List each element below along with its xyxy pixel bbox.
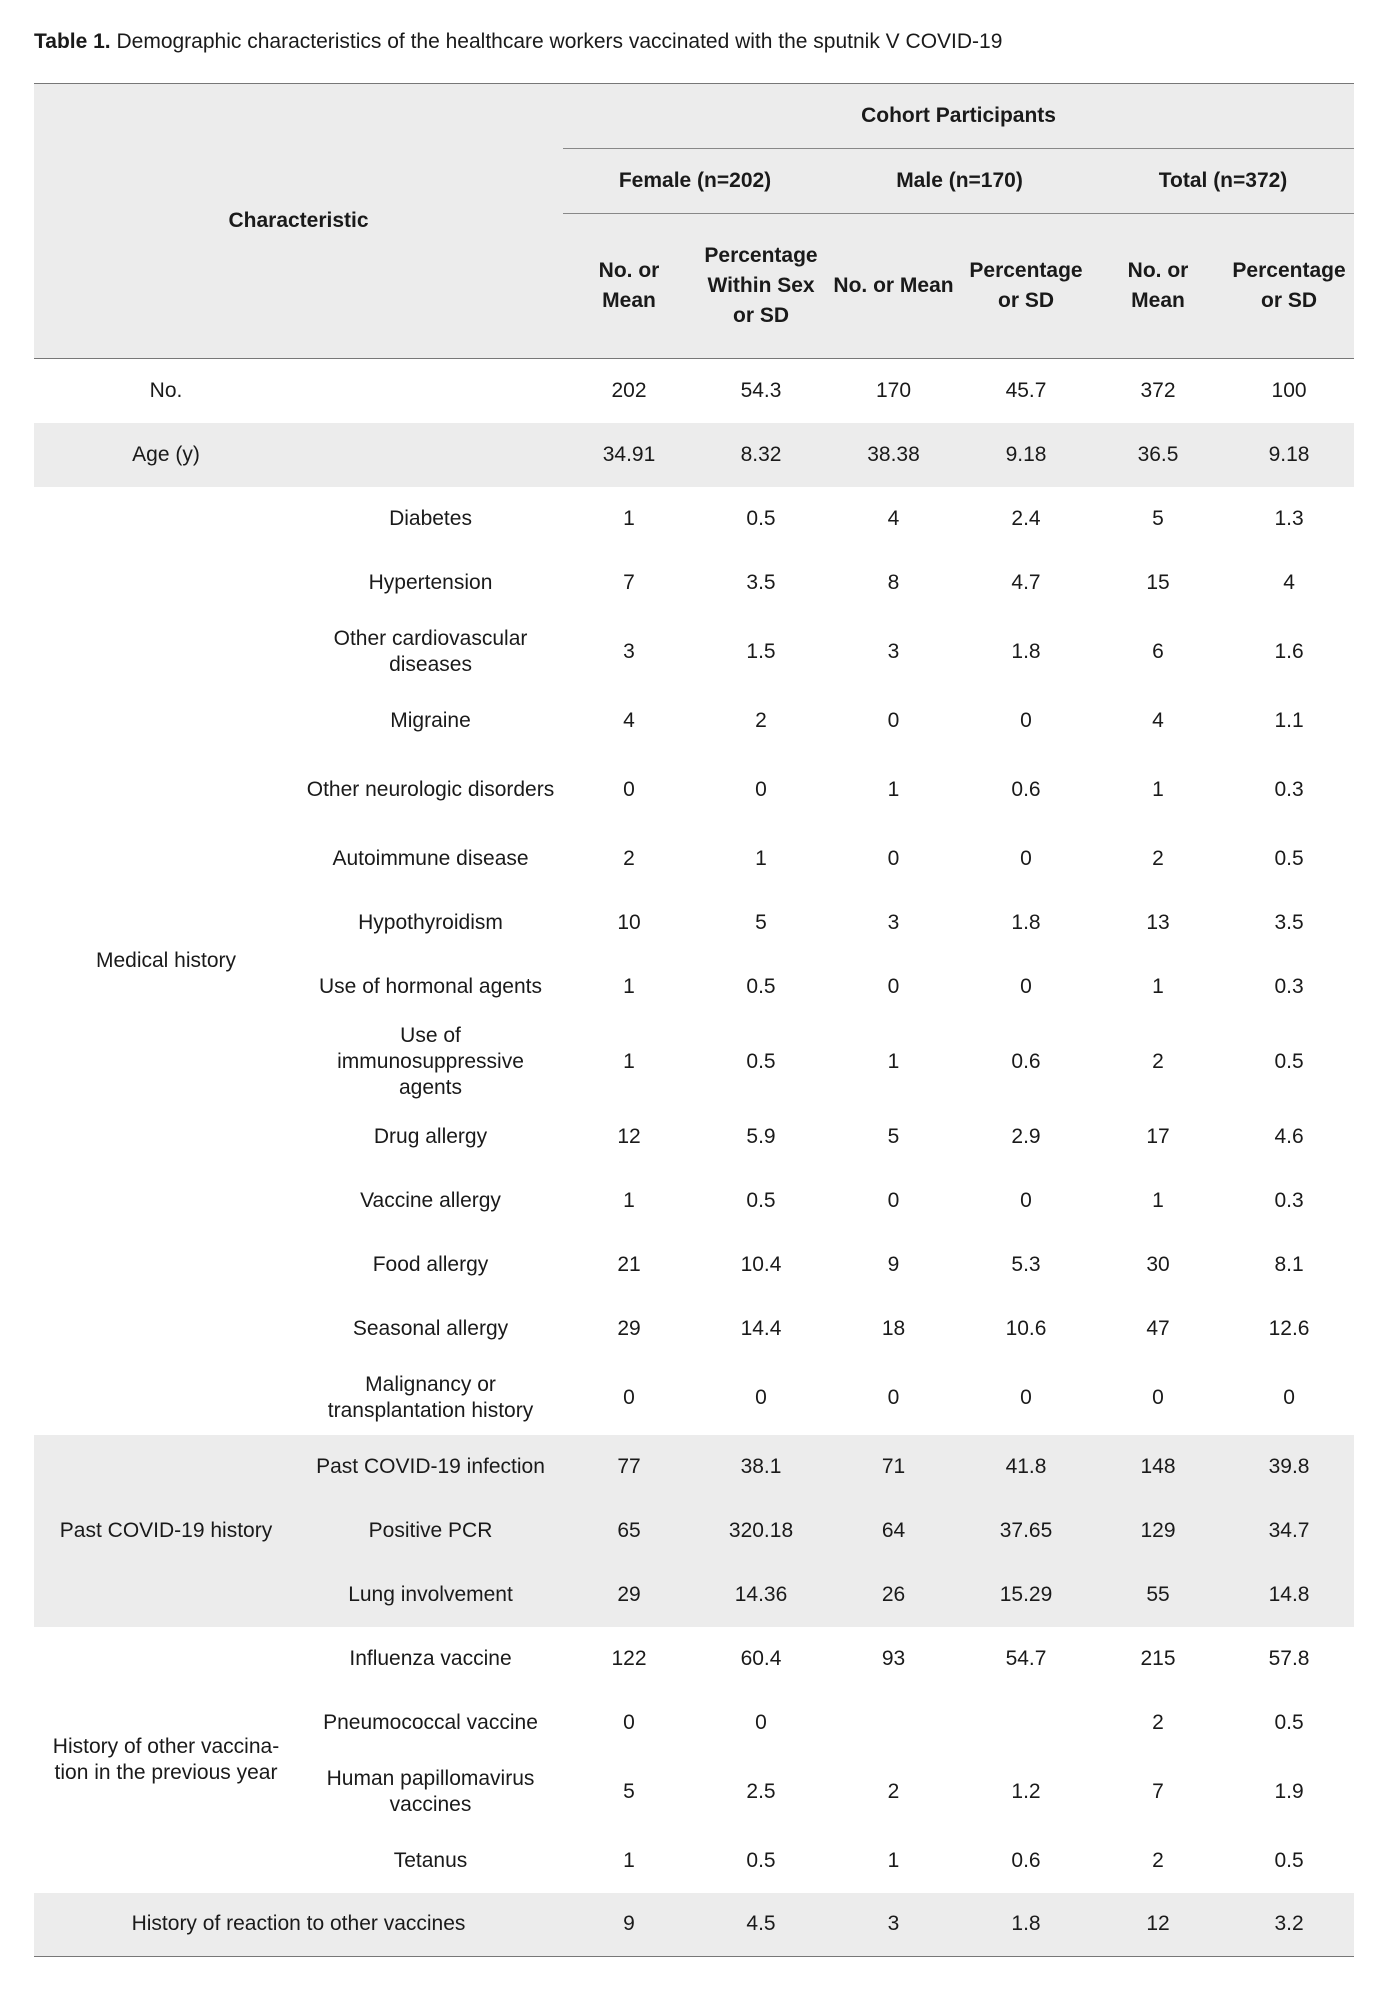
cell: 5.9 bbox=[746, 1124, 776, 1148]
cell: 0.5 bbox=[1274, 1049, 1304, 1073]
cell: 7 bbox=[623, 570, 635, 594]
row-label: Use of immunosuppressive agents bbox=[337, 1023, 524, 1099]
cell: 0.6 bbox=[1011, 777, 1041, 801]
cell: 0 bbox=[1283, 1385, 1295, 1409]
cell: 0 bbox=[623, 1710, 635, 1734]
group-label-covid-history: Past COVID-19 history bbox=[34, 1435, 298, 1627]
cell: 0 bbox=[887, 1188, 900, 1212]
cell: 2 bbox=[623, 846, 635, 870]
cell: 1 bbox=[887, 1848, 900, 1872]
cell: 1.9 bbox=[1274, 1779, 1304, 1803]
cell: 1.5 bbox=[746, 639, 776, 663]
cell: 0.6 bbox=[1011, 1049, 1041, 1073]
cell: 3 bbox=[623, 639, 635, 663]
cell: 93 bbox=[881, 1646, 906, 1670]
cell: 1.8 bbox=[1011, 639, 1041, 663]
row-label: No. bbox=[149, 378, 183, 402]
row-label: Tetanus bbox=[393, 1848, 468, 1872]
cell: 47 bbox=[1146, 1316, 1170, 1340]
cell: 13 bbox=[1146, 910, 1170, 934]
cell: 17 bbox=[1146, 1124, 1170, 1148]
row-label: Food allergy bbox=[372, 1252, 489, 1276]
cell: 0.3 bbox=[1274, 777, 1304, 801]
header-sub: Percentage or SD bbox=[969, 259, 1083, 312]
cell: 2.4 bbox=[1011, 506, 1041, 530]
cell: 14.36 bbox=[695, 1563, 827, 1627]
cell: 1.2 bbox=[1011, 1779, 1041, 1803]
cell: 71 bbox=[827, 1435, 960, 1499]
cell: 0 bbox=[623, 777, 635, 801]
demographics-table bbox=[34, 83, 1354, 1957]
cell: 0 bbox=[887, 974, 900, 998]
row-label: Influenza vaccine bbox=[349, 1646, 512, 1670]
header-sub: Percentage or SD bbox=[1232, 259, 1346, 312]
table-row bbox=[34, 487, 1354, 551]
cell: 37.65 bbox=[960, 1499, 1092, 1563]
row-label: Other neurologic disorders bbox=[306, 777, 555, 801]
cell: 0.5 bbox=[1274, 1710, 1304, 1734]
cell: 0 bbox=[1020, 1188, 1032, 1212]
cell: 8.1 bbox=[1274, 1252, 1304, 1276]
cell: 36.5 bbox=[1092, 423, 1224, 487]
cell: 2 bbox=[755, 708, 767, 732]
cell: 10.4 bbox=[740, 1252, 782, 1276]
cell: 0 bbox=[1020, 708, 1032, 732]
cell: 3 bbox=[887, 639, 900, 663]
cell: 5 bbox=[623, 1779, 635, 1803]
cell: 8 bbox=[887, 570, 900, 594]
cell: 0.5 bbox=[746, 506, 776, 530]
cell: 122 bbox=[611, 1646, 647, 1670]
header-group-total: Total (n=372) bbox=[1092, 149, 1354, 214]
cell: 148 bbox=[1092, 1435, 1224, 1499]
cell: 1 bbox=[623, 1848, 635, 1872]
cell bbox=[298, 423, 563, 487]
cell: 0 bbox=[755, 1710, 767, 1734]
cell: 10.6 bbox=[1005, 1316, 1047, 1340]
header-group-female: Female (n=202) bbox=[563, 149, 827, 214]
cell: 1.1 bbox=[1274, 708, 1304, 732]
cell: 0 bbox=[887, 846, 900, 870]
cell: 0 bbox=[1020, 1385, 1032, 1409]
cell: 3.5 bbox=[746, 570, 776, 594]
cell: 1 bbox=[623, 1049, 635, 1073]
cell: 0.6 bbox=[1011, 1848, 1041, 1872]
cell: 41.8 bbox=[960, 1435, 1092, 1499]
cell: 0 bbox=[755, 777, 767, 801]
cell: 15.29 bbox=[960, 1563, 1092, 1627]
cell: 60.4 bbox=[740, 1646, 782, 1670]
row-label: History of reaction to other vaccines bbox=[34, 1893, 563, 1957]
cell: 38.1 bbox=[695, 1435, 827, 1499]
cell: 12 bbox=[617, 1124, 641, 1148]
cell: 15 bbox=[1146, 570, 1170, 594]
cell: 4 bbox=[887, 506, 900, 530]
cell: 0.5 bbox=[746, 1848, 776, 1872]
cell: 26 bbox=[827, 1563, 960, 1627]
cell: 8.32 bbox=[695, 423, 827, 487]
table-row bbox=[34, 359, 1354, 423]
cell: 64 bbox=[827, 1499, 960, 1563]
cell: 3 bbox=[827, 1893, 960, 1957]
table-row bbox=[34, 1435, 1354, 1499]
cell: 3 bbox=[887, 910, 900, 934]
cell: 1.8 bbox=[1011, 910, 1041, 934]
row-label: Use of hormonal agents bbox=[319, 974, 542, 998]
cell: 12 bbox=[1092, 1893, 1224, 1957]
cell: 3.5 bbox=[1274, 910, 1304, 934]
cell: 4.5 bbox=[695, 1893, 827, 1957]
cell: 29 bbox=[617, 1316, 641, 1340]
cell: 54.7 bbox=[1005, 1646, 1047, 1670]
cell: 1 bbox=[1152, 1188, 1164, 1212]
cell: 0.5 bbox=[746, 1188, 776, 1212]
group-label-vaccination-history: History of other vaccina-tion in the previous year bbox=[52, 1734, 280, 1784]
cell: 38.38 bbox=[827, 423, 960, 487]
cell: 9 bbox=[887, 1252, 900, 1276]
cell: 0 bbox=[887, 1385, 900, 1409]
cell: 30 bbox=[1146, 1252, 1170, 1276]
cell: 100 bbox=[1271, 378, 1307, 402]
table-row bbox=[34, 423, 1354, 487]
cell: 4 bbox=[1152, 708, 1164, 732]
cell: 5 bbox=[1152, 506, 1164, 530]
cell: 372 bbox=[1140, 378, 1176, 402]
cell: 320.18 bbox=[695, 1499, 827, 1563]
cell: 2.9 bbox=[1011, 1124, 1041, 1148]
cell: 5.3 bbox=[1011, 1252, 1041, 1276]
row-label: Migraine bbox=[390, 708, 471, 732]
row-label: Malignancy or transplantation history bbox=[327, 1372, 534, 1422]
cell: 0.3 bbox=[1274, 974, 1304, 998]
cell: 0 bbox=[755, 1385, 767, 1409]
cell: 7 bbox=[1152, 1779, 1164, 1803]
row-label: Seasonal allergy bbox=[352, 1316, 509, 1340]
cell: 2.5 bbox=[746, 1779, 776, 1803]
cell: 2 bbox=[1152, 1049, 1164, 1073]
cell: 77 bbox=[563, 1435, 695, 1499]
header-sub: No. or Mean bbox=[833, 274, 954, 297]
cell: 1 bbox=[755, 846, 767, 870]
header-characteristic: Characteristic bbox=[228, 209, 369, 232]
row-label: Human papillomavirus vaccines bbox=[326, 1766, 535, 1816]
row-label: Past COVID-19 infection bbox=[298, 1435, 563, 1499]
cell: 54.3 bbox=[740, 378, 782, 402]
cell: 1.3 bbox=[1274, 506, 1304, 530]
row-label: Hypertension bbox=[368, 570, 493, 594]
cell: 4.7 bbox=[1011, 570, 1041, 594]
cell: 1 bbox=[887, 1049, 900, 1073]
cell: 39.8 bbox=[1224, 1435, 1354, 1499]
cell: 0.5 bbox=[1274, 846, 1304, 870]
header-sub: No. or Mean bbox=[1127, 259, 1189, 312]
cell: 0 bbox=[1020, 974, 1032, 998]
row-label: Hypothyroidism bbox=[358, 910, 503, 934]
row-label: Pneumococcal vaccine bbox=[323, 1710, 538, 1734]
header-group-male: Male (n=170) bbox=[827, 149, 1092, 214]
cell: 18 bbox=[881, 1316, 906, 1340]
cell: 1 bbox=[623, 506, 635, 530]
cell: 202 bbox=[611, 378, 647, 402]
table-caption bbox=[34, 30, 1002, 54]
header-cohort: Cohort Participants bbox=[563, 84, 1354, 149]
cell: 4 bbox=[623, 708, 635, 732]
cell: 1.6 bbox=[1274, 639, 1304, 663]
cell: 45.7 bbox=[1005, 378, 1047, 402]
row-label: Vaccine allergy bbox=[360, 1188, 501, 1212]
cell: 0 bbox=[887, 708, 900, 732]
group-label-medical-history: Medical history bbox=[95, 948, 237, 972]
cell: 14.8 bbox=[1224, 1563, 1354, 1627]
cell: 9.18 bbox=[1224, 423, 1354, 487]
cell: 10 bbox=[617, 910, 641, 934]
cell bbox=[960, 1691, 1092, 1755]
cell: 9 bbox=[563, 1893, 695, 1957]
header-sub: No. or Mean bbox=[598, 259, 660, 312]
cell: 12.6 bbox=[1268, 1316, 1310, 1340]
cell: 1 bbox=[887, 777, 900, 801]
cell: 14.4 bbox=[740, 1316, 782, 1340]
cell: 34.7 bbox=[1224, 1499, 1354, 1563]
cell: 2 bbox=[887, 1779, 900, 1803]
table-row bbox=[34, 1893, 1354, 1957]
cell: 2 bbox=[1152, 1848, 1164, 1872]
cell: 215 bbox=[1140, 1646, 1176, 1670]
row-label: Autoimmune disease bbox=[332, 846, 529, 870]
cell: 0 bbox=[623, 1385, 635, 1409]
cell: 5 bbox=[887, 1124, 900, 1148]
cell: 21 bbox=[617, 1252, 641, 1276]
cell: 0.5 bbox=[1274, 1848, 1304, 1872]
cell bbox=[298, 359, 563, 423]
row-label: Age (y) bbox=[34, 423, 298, 487]
cell: 0.3 bbox=[1274, 1188, 1304, 1212]
cell: 0.5 bbox=[746, 974, 776, 998]
cell: 4.6 bbox=[1274, 1124, 1304, 1148]
cell: 129 bbox=[1092, 1499, 1224, 1563]
cell: 0 bbox=[1152, 1385, 1164, 1409]
cell: 5 bbox=[755, 910, 767, 934]
table-label: Table 1. bbox=[34, 30, 111, 53]
cell: 0 bbox=[1020, 846, 1032, 870]
cell: 1 bbox=[1152, 777, 1164, 801]
row-label: Diabetes bbox=[389, 506, 472, 530]
table-row bbox=[34, 1627, 1354, 1691]
cell: 57.8 bbox=[1268, 1646, 1310, 1670]
row-label: Positive PCR bbox=[298, 1499, 563, 1563]
cell: 29 bbox=[563, 1563, 695, 1627]
table-body bbox=[34, 359, 1354, 1957]
cell: 4 bbox=[1283, 570, 1295, 594]
row-label: Lung involvement bbox=[298, 1563, 563, 1627]
table-header bbox=[34, 84, 1354, 359]
cell: 170 bbox=[875, 378, 912, 402]
cell: 34.91 bbox=[563, 423, 695, 487]
cell: 3.2 bbox=[1224, 1893, 1354, 1957]
cell: 6 bbox=[1152, 639, 1164, 663]
cell: 2 bbox=[1152, 1710, 1164, 1734]
cell: 2 bbox=[1152, 846, 1164, 870]
cell: 1 bbox=[623, 1188, 635, 1212]
cell: 1 bbox=[1152, 974, 1164, 998]
cell: 9.18 bbox=[960, 423, 1092, 487]
row-label: Other cardiovascular diseases bbox=[333, 626, 528, 676]
cell: 0.5 bbox=[746, 1049, 776, 1073]
cell bbox=[827, 1691, 960, 1755]
cell: 1.8 bbox=[960, 1893, 1092, 1957]
cell: 55 bbox=[1092, 1563, 1224, 1627]
row-label: Drug allergy bbox=[373, 1124, 488, 1148]
cell: 65 bbox=[563, 1499, 695, 1563]
table-caption-text: Demographic characteristics of the healthcare workers vaccinated with the sputnik V COVID-19 bbox=[116, 30, 1003, 53]
cell: 1 bbox=[623, 974, 635, 998]
header-sub: Percentage Within Sex or SD bbox=[704, 244, 818, 327]
